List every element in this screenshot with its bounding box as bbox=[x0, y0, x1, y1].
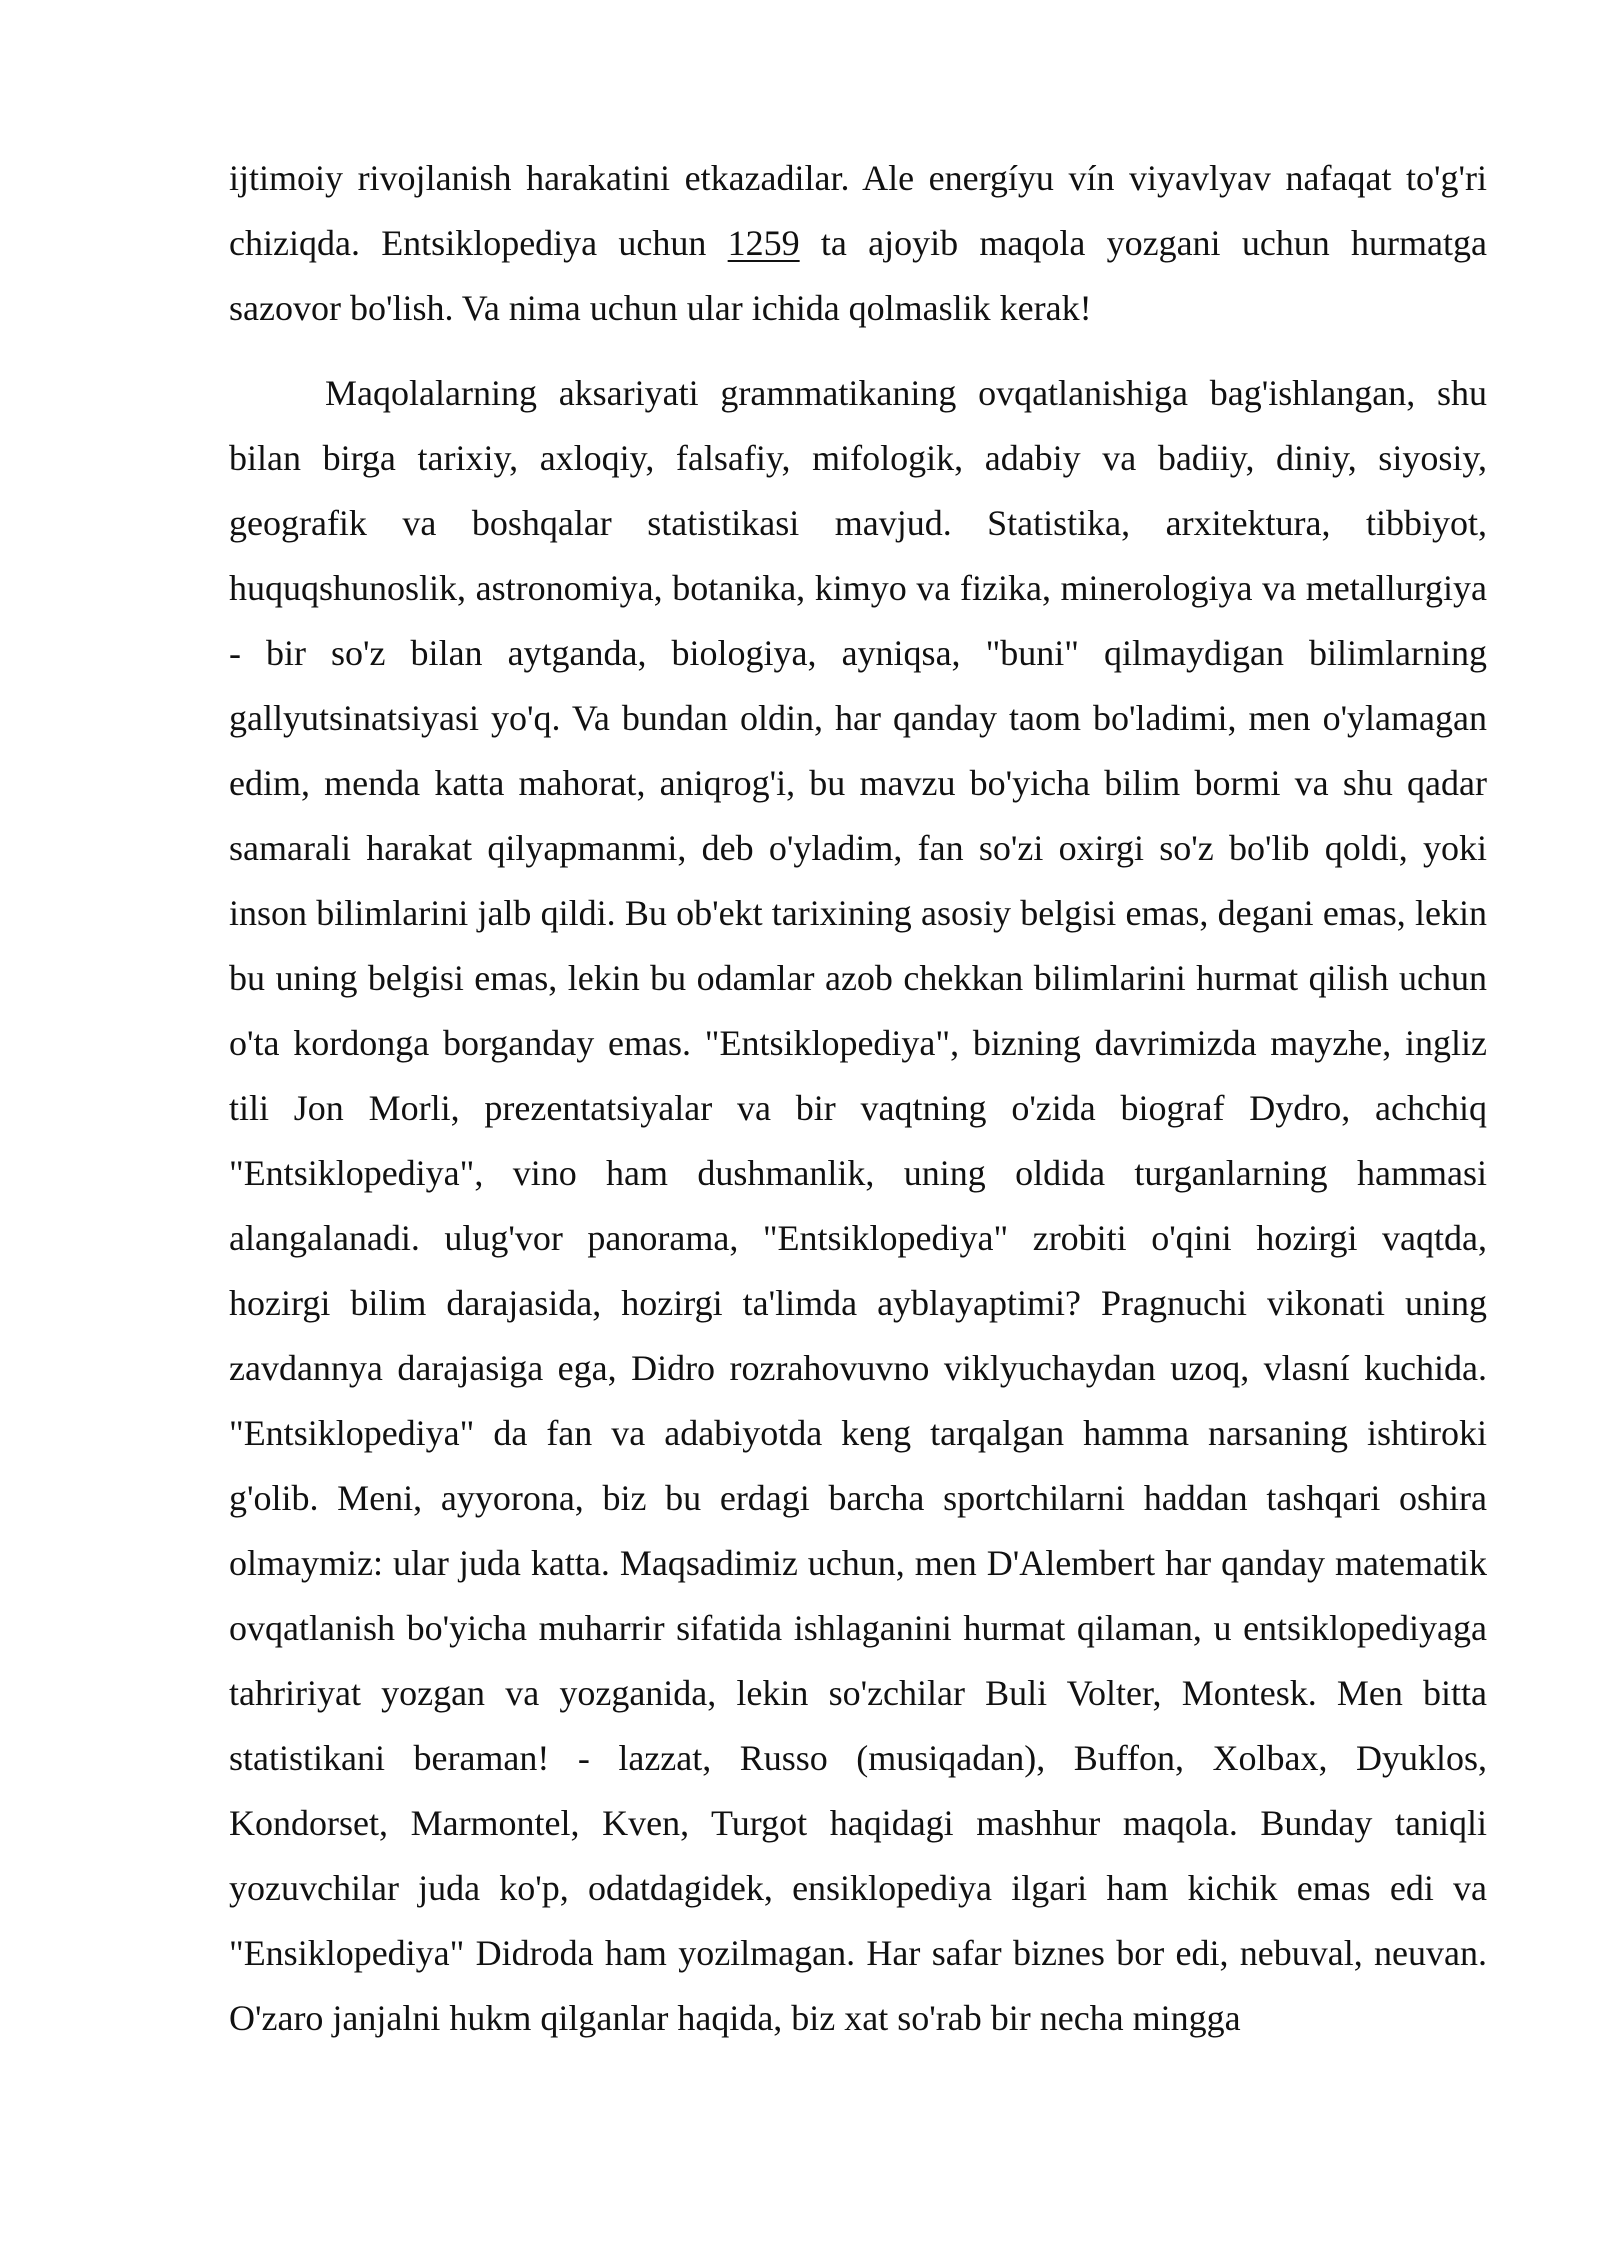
paragraph-1-text-end: ta ajoyib maqola yozgani uchun hurmatga sazovor bo'lish. Va nima uchun ular ichida qolmaslik kerak! bbox=[229, 223, 1487, 328]
article-count-link[interactable]: 1259 bbox=[727, 223, 800, 263]
document-body bbox=[229, 146, 1487, 2051]
paragraph-2: Maqolalarning aksariyati grammatikaning ovqatlanishiga bag'ishlangan, shu bilan birga tarixiy, axloqiy, falsafiy, mifologik, adabiy va badiiy, diniy, siyosiy, geografik va boshqalar statistikasi mavjud. Statistika, arxitektura, tibbiyot, huquqshunoslik, astronomiya, botanika, kimyo va fizika, minerologiya va metallurgiya - bir so'z bilan aytganda, biologiya, ayniqsa, "buni" qilmaydigan bilimlarning gallyutsinatsiyasi yo'q. Va bundan oldin, har qanday taom bo'ladimi, men o'ylamagan edim, menda katta mahorat, aniqrog'i, bu mavzu bo'yicha bilim bormi va shu qadar samarali harakat qilyapmanmi, deb o'yladim, fan so'zi oxirgi so'z bo'lib qoldi, yoki inson bilimlarini jalb qildi. Bu ob'ekt tarixining asosiy belgisi emas, degani emas, lekin bu uning belgisi emas, lekin bu odamlar azob chekkan bilimlarini hurmat qilish uchun o'ta kordonga borganday emas. "Entsiklopediya", bizning davrimizda mayzhe, ingliz tili Jon Morli, prezentatsiyalar va bir vaqtning o'zida biograf Dydro, achchiq "Entsiklopediya", vino ham dushmanlik, uning oldida turganlarning hammasi alangalanadi. ulug'vor panorama, "Entsiklopediya" zrobiti o'qini hozirgi vaqtda, hozirgi bilim darajasida, hozirgi ta'limda ayblayaptimi? Pragnuchi vikonati uning zavdannya darajasiga ega, Didro rozrahovuvno viklyuchaydan uzoq, vlasní kuchida. "Entsiklopediya" da fan va adabiyotda keng tarqalgan hamma narsaning ishtiroki g'olib. Meni, ayyorona, biz bu erdagi barcha sportchilarni haddan tashqari oshira olmaymiz: ular juda katta. Maqsadimiz uchun, men D'Alembert har qanday matematik ovqatlanish bo'yicha muharrir sifatida ishlaganini hurmat qilaman, u entsiklopediyaga tahririyat yozgan va yozganida, lekin so'zchilar Buli Volter, Montesk. Men bitta statistikani beraman! - lazzat, Russo (musiqadan), Buffon, Xolbax, Dyuklos, Kondorset, Marmontel, Kven, Turgot haqidagi mashhur maqola. Bunday taniqli yozuvchilar juda ko'p, odatdagidek, ensiklopediya ilgari ham kichik emas edi va "Ensiklopediya" Didroda ham yozilmagan. Har safar biznes bor edi, nebuval, neuvan. O'zaro janjalni hukm qilganlar haqida, biz xat so'rab bir necha mingga bbox=[229, 373, 1487, 2038]
paragraph-1 bbox=[229, 146, 1487, 341]
paragraph-1-text-start: ijtimoiy rivojlanish harakatini etkazadilar. Ale energíyu vín viyavlyav nafaqat to'g'ri chiziqda. Entsiklopediya uchun bbox=[229, 158, 1487, 263]
